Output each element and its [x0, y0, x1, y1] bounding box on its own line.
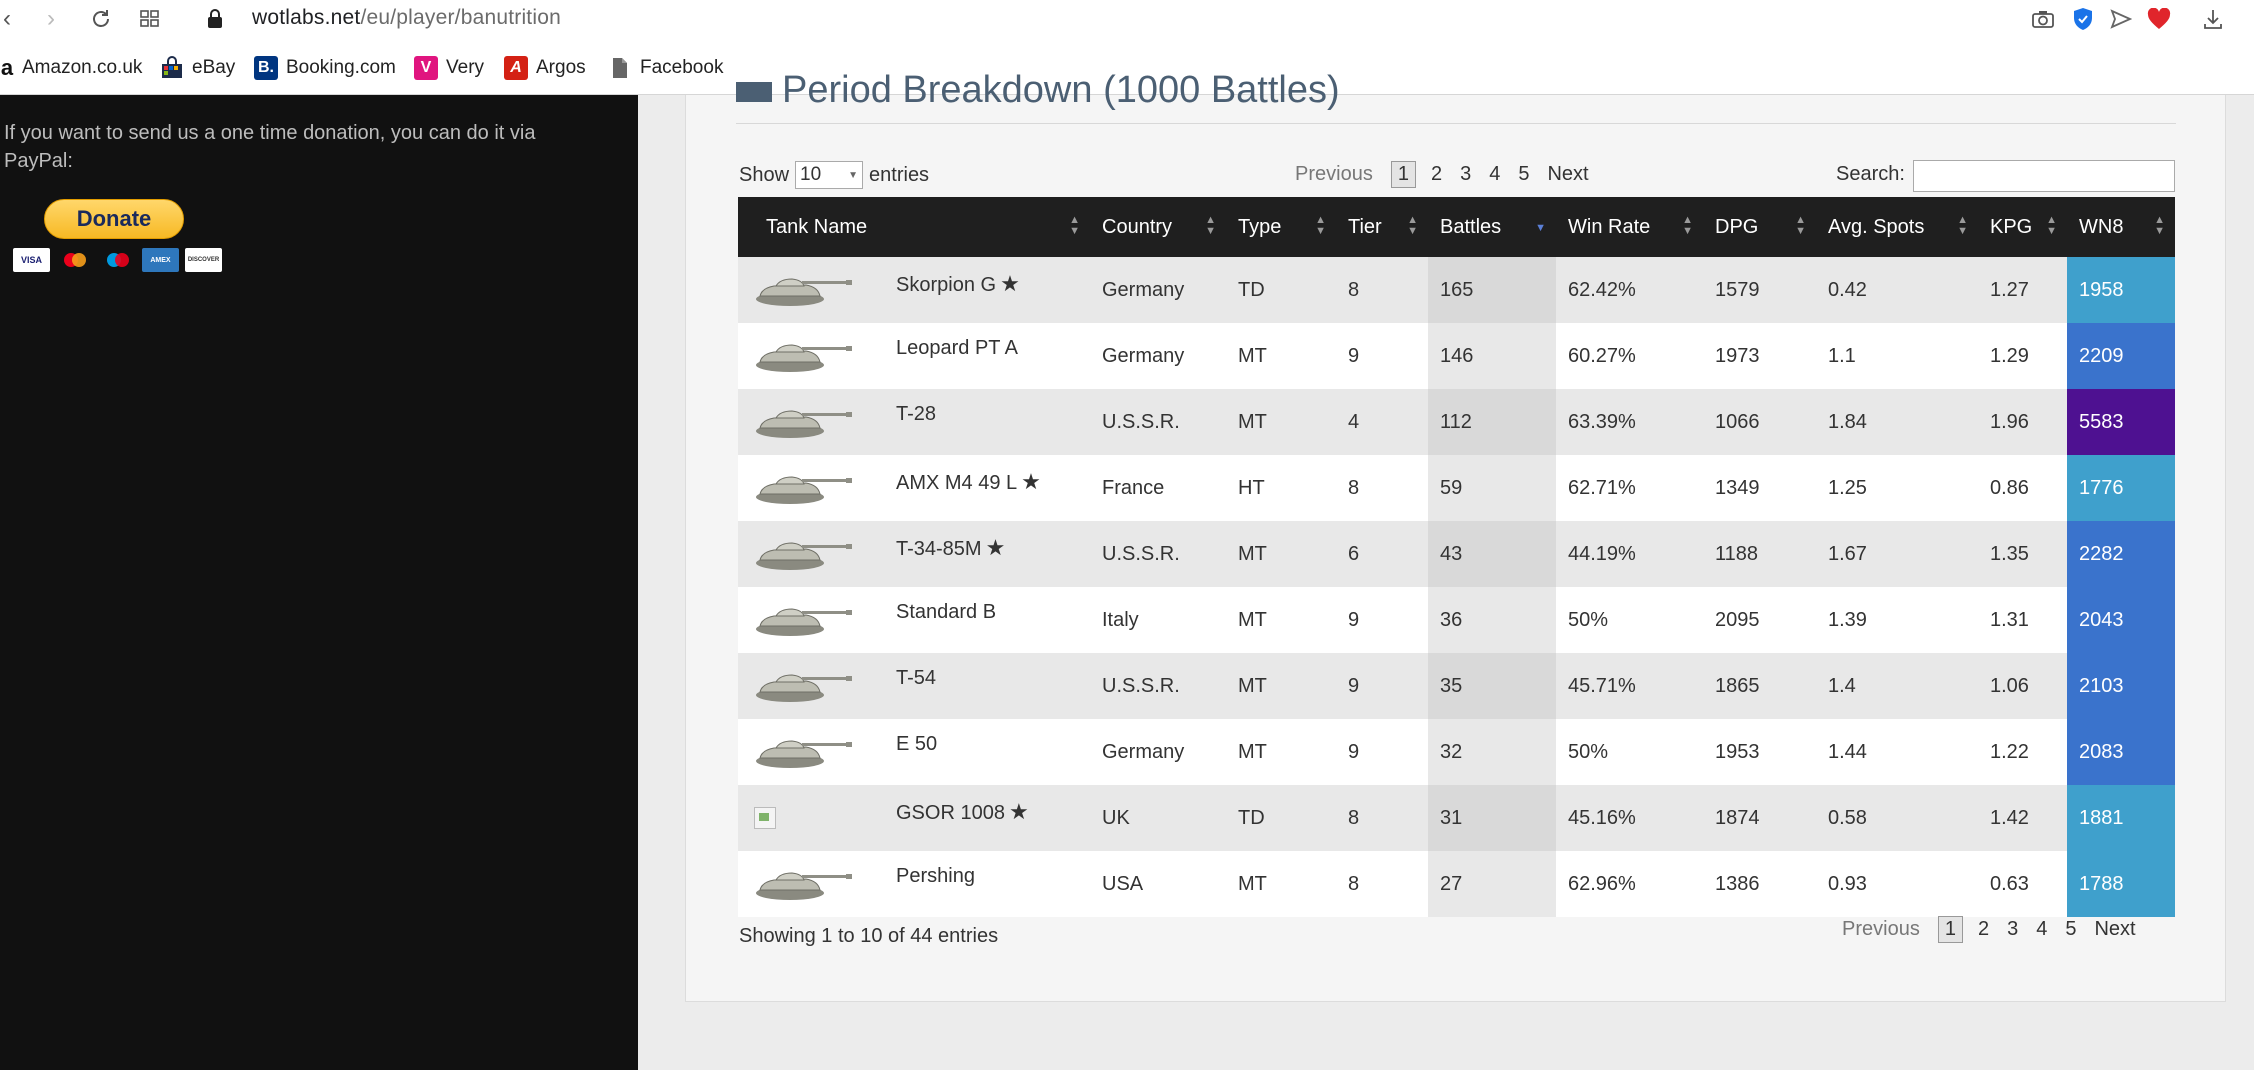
page-icon	[608, 56, 632, 80]
kpg-cell: 1.42	[1978, 785, 2067, 851]
win-rate-cell: 60.27%	[1556, 323, 1703, 389]
entries-select-value: 10	[800, 164, 822, 185]
col-label: Type	[1238, 215, 1282, 238]
main-content	[638, 69, 2254, 1070]
win-rate-cell: 62.42%	[1556, 257, 1703, 323]
amex-card-icon: AMEX	[142, 248, 179, 272]
country-cell: U.S.S.R.	[1090, 389, 1226, 455]
sort-icon: ▲ ▼	[2154, 214, 2165, 237]
wn8-cell: 2083	[2067, 719, 2175, 785]
tank-name-cell[interactable]	[738, 719, 1090, 785]
star-icon: ★	[1000, 271, 1020, 296]
donation-text: If you want to send us a one time donation, you can do it via PayPal:	[4, 122, 536, 172]
wn8-cell: 1881	[2067, 785, 2175, 851]
table-row	[738, 785, 2175, 851]
tank-name-text: T-28	[896, 403, 937, 425]
win-rate-cell: 63.39%	[1556, 389, 1703, 455]
section-title-text: Period Breakdown (1000 Battles)	[782, 69, 1340, 111]
shield-check-icon[interactable]	[2070, 6, 2096, 32]
bookmark-label: Facebook	[640, 57, 724, 78]
country-cell: U.S.S.R.	[1090, 521, 1226, 587]
col-country[interactable]	[1090, 197, 1226, 257]
title-divider	[736, 123, 2176, 124]
tank-stats-table	[738, 197, 2175, 917]
page-2-button[interactable]: 2	[1977, 918, 1990, 940]
col-dpg[interactable]	[1703, 197, 1816, 257]
bookmark-ebay[interactable]	[160, 56, 235, 80]
tank-name	[896, 799, 1029, 825]
page-3-button[interactable]: 3	[2007, 918, 2019, 940]
next-page-button[interactable]: Next	[1547, 163, 1589, 185]
heart-icon[interactable]	[2146, 6, 2172, 32]
page-5-button[interactable]: 5	[1518, 163, 1530, 185]
col-battles[interactable]	[1428, 197, 1556, 257]
tank-name-cell[interactable]	[738, 785, 1090, 851]
tank-name-text: Pershing	[896, 865, 975, 887]
table-row	[738, 719, 2175, 785]
country-cell: Germany	[1090, 323, 1226, 389]
amazon-icon: a	[0, 55, 14, 80]
col-label: Country	[1102, 215, 1173, 238]
type-cell: MT	[1226, 323, 1336, 389]
sort-desc-icon: ▼	[1535, 222, 1546, 234]
ebay-bag-icon	[160, 56, 184, 80]
country-cell: Italy	[1090, 587, 1226, 653]
sort-icon: ▲ ▼	[2046, 214, 2057, 237]
country-cell: U.S.S.R.	[1090, 653, 1226, 719]
camera-icon[interactable]	[2030, 6, 2056, 32]
bookmark-amazon[interactable]	[0, 56, 142, 80]
win-rate-cell: 45.71%	[1556, 653, 1703, 719]
wn8-cell: 1958	[2067, 257, 2175, 323]
table-row	[738, 587, 2175, 653]
type-cell: MT	[1226, 851, 1336, 917]
tank-name-text: Skorpion G	[896, 274, 997, 296]
tank-image	[750, 740, 860, 762]
table-row	[738, 389, 2175, 455]
avg-spots-cell: 1.25	[1816, 455, 1978, 521]
entries-label: entries	[869, 163, 930, 186]
kpg-cell: 0.86	[1978, 455, 2067, 521]
type-cell: TD	[1226, 785, 1336, 851]
tank-name-text: E 50	[896, 733, 938, 755]
kpg-cell: 1.06	[1978, 653, 2067, 719]
win-rate-cell: 62.96%	[1556, 851, 1703, 917]
country-cell: Germany	[1090, 257, 1226, 323]
country-cell: USA	[1090, 851, 1226, 917]
dpg-cell: 1874	[1703, 785, 1816, 851]
tank-name-text: AMX M4 49 L	[896, 472, 1018, 494]
download-icon[interactable]	[2200, 6, 2226, 32]
tank-name-text: Leopard PT A	[896, 337, 1018, 359]
argos-icon: A	[504, 56, 528, 80]
wn8-cell: 2103	[2067, 653, 2175, 719]
kpg-cell: 1.96	[1978, 389, 2067, 455]
sort-icon: ▲ ▼	[1315, 214, 1326, 237]
wn8-cell: 2043	[2067, 587, 2175, 653]
battles-cell: 31	[1428, 785, 1556, 851]
tank-name	[896, 403, 936, 426]
bookmark-label: Amazon.co.uk	[22, 57, 143, 78]
col-avg-spots[interactable]	[1816, 197, 1978, 257]
type-cell: MT	[1226, 587, 1336, 653]
dpg-cell: 2095	[1703, 587, 1816, 653]
star-icon: ★	[1021, 469, 1041, 494]
country-cell: UK	[1090, 785, 1226, 851]
avg-spots-cell: 0.93	[1816, 851, 1978, 917]
battles-cell: 43	[1428, 521, 1556, 587]
very-icon: V	[414, 56, 438, 80]
kpg-cell: 1.27	[1978, 257, 2067, 323]
col-label: Avg. Spots	[1828, 215, 1925, 238]
tier-cell: 9	[1336, 323, 1428, 389]
sort-icon: ▲ ▼	[1682, 214, 1693, 237]
discover-card-icon: DISCOVER	[185, 248, 222, 272]
pagination-bottom	[1833, 916, 2145, 943]
tank-name	[896, 469, 1041, 495]
dpg-cell: 1066	[1703, 389, 1816, 455]
tank-name	[896, 733, 937, 756]
search-input[interactable]	[1913, 160, 2175, 192]
page-4-button[interactable]: 4	[2036, 918, 2048, 940]
page-1-button[interactable]: 1	[1938, 916, 1963, 943]
browser-toolbar	[0, 0, 2254, 40]
sort-icon: ▲ ▼	[1957, 214, 1968, 237]
col-type[interactable]	[1226, 197, 1336, 257]
tank-image	[750, 872, 860, 894]
page-2-button[interactable]: 2	[1430, 163, 1443, 185]
tank-image	[750, 476, 860, 498]
tier-cell: 8	[1336, 455, 1428, 521]
kpg-cell: 0.63	[1978, 851, 2067, 917]
period-breakdown-panel	[685, 69, 2226, 1002]
col-wn8[interactable]	[2067, 197, 2175, 257]
col-label: KPG	[1990, 215, 2033, 238]
sort-icon: ▲ ▼	[1407, 214, 1418, 237]
col-label: Win Rate	[1568, 215, 1651, 238]
tier-cell: 4	[1336, 389, 1428, 455]
forward-icon[interactable]: ›	[47, 5, 55, 32]
col-label: Tank Name	[766, 215, 868, 238]
table-header-row	[738, 197, 2175, 257]
search-label: Search:	[1836, 163, 1905, 185]
address-bar[interactable]	[252, 6, 561, 30]
battles-cell: 146	[1428, 323, 1556, 389]
dpg-cell: 1973	[1703, 323, 1816, 389]
table-row	[738, 653, 2175, 719]
country-cell: Germany	[1090, 719, 1226, 785]
tank-name-cell[interactable]	[738, 851, 1090, 917]
tank-name-cell[interactable]	[738, 653, 1090, 719]
tier-cell: 9	[1336, 719, 1428, 785]
booking-icon: B.	[254, 56, 278, 80]
section-title	[736, 69, 1340, 112]
tank-name-cell[interactable]	[738, 389, 1090, 455]
tank-name-text: T-34-85M	[896, 538, 982, 560]
payment-cards	[13, 248, 222, 272]
bookmark-label: Very	[446, 57, 485, 78]
visa-card-icon: VISA	[13, 248, 50, 272]
tank-name	[896, 271, 1020, 297]
reload-icon[interactable]	[86, 4, 116, 34]
previous-page-button[interactable]: Previous	[1295, 163, 1373, 185]
tank-image	[750, 278, 860, 300]
tank-name-text: T-54	[896, 667, 937, 689]
win-rate-cell: 62.71%	[1556, 455, 1703, 521]
wn8-cell: 1776	[2067, 455, 2175, 521]
tier-cell: 6	[1336, 521, 1428, 587]
sort-icon: ▲ ▼	[1205, 214, 1216, 237]
col-tier[interactable]	[1336, 197, 1428, 257]
star-icon: ★	[985, 535, 1006, 560]
page-4-button[interactable]: 4	[1489, 163, 1501, 185]
maestro-card-icon	[99, 248, 136, 272]
broken-image-icon	[754, 807, 776, 829]
tank-name-cell[interactable]	[738, 455, 1090, 521]
avg-spots-cell: 1.1	[1816, 323, 1978, 389]
avg-spots-cell: 1.67	[1816, 521, 1978, 587]
sort-icon: ▲ ▼	[1069, 214, 1080, 237]
next-page-button[interactable]: Next	[2094, 918, 2136, 940]
speed-dial-icon[interactable]	[135, 4, 165, 34]
kpg-cell: 1.31	[1978, 587, 2067, 653]
tank-name-text: Standard B	[896, 601, 997, 623]
entries-select[interactable]	[795, 161, 863, 189]
bookmark-very[interactable]	[414, 56, 484, 80]
battles-cell: 36	[1428, 587, 1556, 653]
avg-spots-cell: 0.58	[1816, 785, 1978, 851]
col-label: DPG	[1715, 215, 1759, 238]
tank-name-cell[interactable]	[738, 521, 1090, 587]
avg-spots-cell: 1.4	[1816, 653, 1978, 719]
dpg-cell: 1865	[1703, 653, 1816, 719]
tank-name	[896, 865, 975, 888]
page-1-button[interactable]: 1	[1391, 161, 1416, 188]
sidebar	[0, 95, 638, 1070]
tank-image	[750, 410, 860, 432]
tank-name	[896, 667, 936, 690]
col-win-rate[interactable]	[1556, 197, 1703, 257]
dpg-cell: 1386	[1703, 851, 1816, 917]
tank-name-cell[interactable]	[738, 587, 1090, 653]
tier-cell: 8	[1336, 851, 1428, 917]
avg-spots-cell: 1.44	[1816, 719, 1978, 785]
mastercard-icon	[56, 248, 93, 272]
table-row	[738, 521, 2175, 587]
tier-cell: 9	[1336, 587, 1428, 653]
tank-name-cell[interactable]	[738, 323, 1090, 389]
tank-name-cell[interactable]	[738, 257, 1090, 323]
tank-name	[896, 535, 1005, 561]
dpg-cell: 1188	[1703, 521, 1816, 587]
bookmark-booking[interactable]	[254, 56, 396, 80]
type-cell: HT	[1226, 455, 1336, 521]
type-cell: MT	[1226, 389, 1336, 455]
battles-cell: 27	[1428, 851, 1556, 917]
show-entries-control	[739, 161, 929, 189]
page-5-button[interactable]: 5	[2065, 918, 2077, 940]
table-row	[738, 257, 2175, 323]
avg-spots-cell: 0.42	[1816, 257, 1978, 323]
tier-cell: 8	[1336, 785, 1428, 851]
dpg-cell: 1579	[1703, 257, 1816, 323]
battles-cell: 32	[1428, 719, 1556, 785]
url-path: /eu/player/banutrition	[360, 6, 561, 29]
bookmark-facebook[interactable]	[608, 56, 723, 80]
battles-cell: 59	[1428, 455, 1556, 521]
showing-entries-info: Showing 1 to 10 of 44 entries	[739, 925, 999, 947]
country-cell: France	[1090, 455, 1226, 521]
battles-cell: 112	[1428, 389, 1556, 455]
battles-cell: 35	[1428, 653, 1556, 719]
table-icon	[736, 82, 772, 102]
tier-cell: 8	[1336, 257, 1428, 323]
win-rate-cell: 45.16%	[1556, 785, 1703, 851]
win-rate-cell: 50%	[1556, 587, 1703, 653]
paypal-donate-button[interactable]: Donate	[44, 199, 184, 239]
previous-page-button[interactable]: Previous	[1842, 918, 1920, 940]
pagination-top	[1286, 161, 1598, 188]
avg-spots-cell: 1.84	[1816, 389, 1978, 455]
battles-cell: 165	[1428, 257, 1556, 323]
tank-image	[750, 608, 860, 630]
page-3-button[interactable]: 3	[1460, 163, 1472, 185]
col-label: Tier	[1348, 215, 1382, 238]
dpg-cell: 1349	[1703, 455, 1816, 521]
col-label: WN8	[2079, 215, 2124, 238]
url-host: wotlabs.net	[252, 6, 361, 29]
col-kpg[interactable]	[1978, 197, 2067, 257]
chevron-down-icon: ▼	[848, 169, 859, 181]
avg-spots-cell: 1.39	[1816, 587, 1978, 653]
show-label: Show	[739, 163, 790, 186]
wn8-cell: 2282	[2067, 521, 2175, 587]
star-icon: ★	[1008, 799, 1029, 824]
bookmark-label: Booking.com	[286, 57, 396, 78]
wn8-cell: 2209	[2067, 323, 2175, 389]
type-cell: MT	[1226, 653, 1336, 719]
type-cell: MT	[1226, 521, 1336, 587]
bookmark-label: eBay	[192, 57, 236, 78]
tank-name	[896, 601, 996, 624]
col-label: Battles	[1440, 215, 1502, 238]
win-rate-cell: 50%	[1556, 719, 1703, 785]
tank-name-text: GSOR 1008	[896, 802, 1005, 824]
sort-icon: ▲ ▼	[1795, 214, 1806, 237]
table-row	[738, 851, 2175, 917]
win-rate-cell: 44.19%	[1556, 521, 1703, 587]
back-icon[interactable]: ‹	[3, 5, 11, 32]
kpg-cell: 1.35	[1978, 521, 2067, 587]
bookmark-argos[interactable]	[504, 56, 586, 80]
bookmark-label: Argos	[536, 57, 586, 78]
send-icon[interactable]	[2108, 6, 2134, 32]
col-tank-name[interactable]	[738, 197, 1090, 257]
table-row	[738, 455, 2175, 521]
wn8-cell: 1788	[2067, 851, 2175, 917]
type-cell: MT	[1226, 719, 1336, 785]
tank-name	[896, 337, 1018, 360]
kpg-cell: 1.22	[1978, 719, 2067, 785]
tank-image	[750, 542, 860, 564]
table-row	[738, 323, 2175, 389]
kpg-cell: 1.29	[1978, 323, 2067, 389]
dpg-cell: 1953	[1703, 719, 1816, 785]
type-cell: TD	[1226, 257, 1336, 323]
lock-icon[interactable]	[200, 4, 230, 34]
wn8-cell: 5583	[2067, 389, 2175, 455]
tier-cell: 9	[1336, 653, 1428, 719]
tank-image	[750, 674, 860, 696]
tank-image	[750, 344, 860, 366]
